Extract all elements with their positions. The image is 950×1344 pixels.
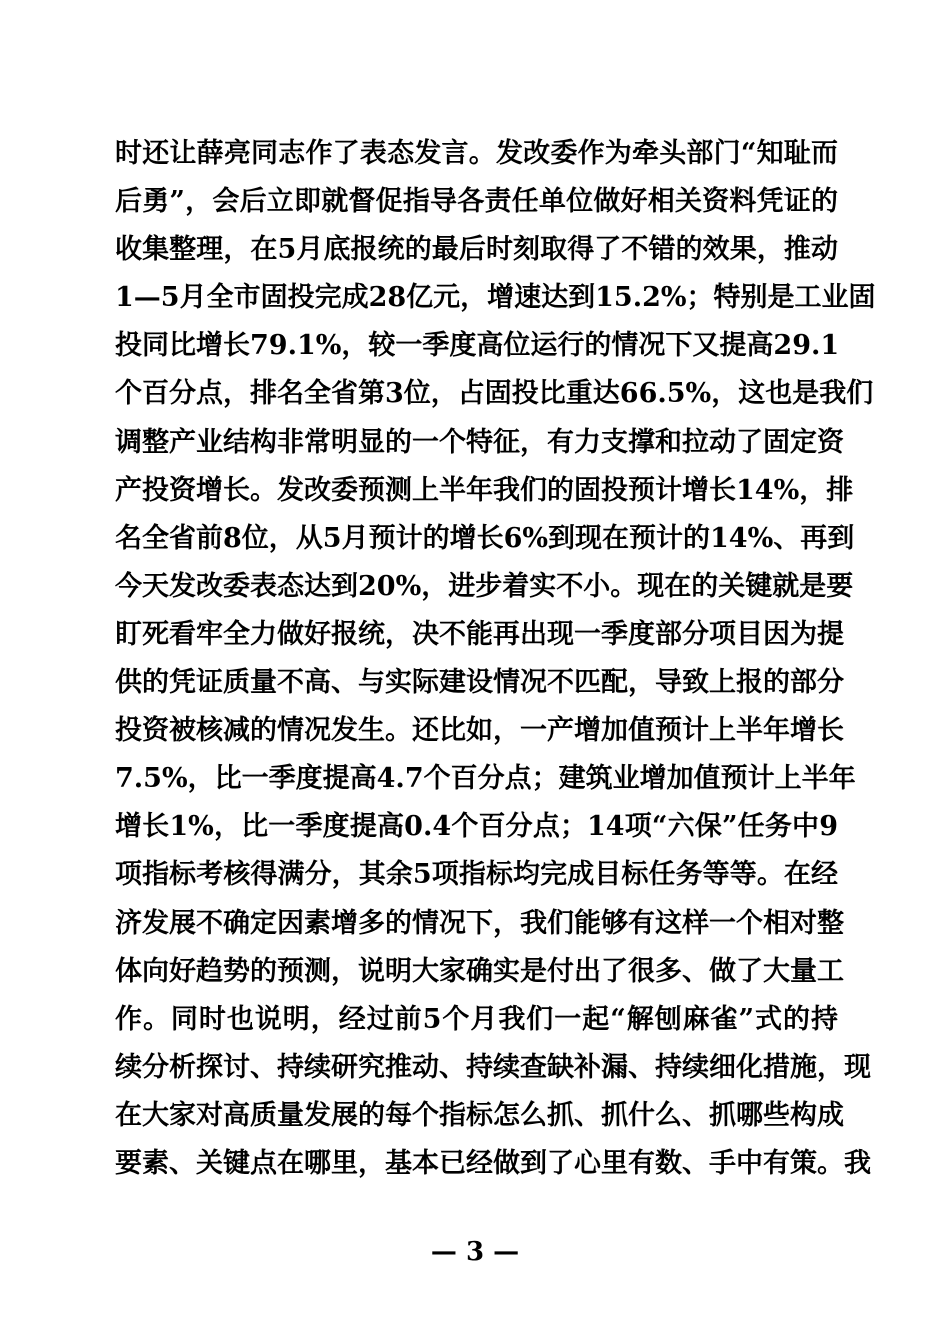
document-body [115,130,876,1188]
text-line: 在大家对高质量发展的每个指标怎么抓、抓什么、抓哪些构成 [115,1099,844,1131]
text-line: 增长1%，比一季度提高0.4个百分点；14项“六保”任务中9 [115,811,838,843]
text-line: 1—5月全市固投完成28亿元，增速达到15.2%；特别是工业固 [115,282,876,314]
text-line: 名全省前8位，从5月预计的增长6%到现在预计的14%、再到 [115,522,855,554]
text-line: 续分析探讨、持续研究推动、持续查缺补漏、持续细化措施，现 [115,1051,871,1083]
text-line: 要素、关键点在哪里，基本已经做到了心里有数、手中有策。我 [115,1147,871,1179]
text-line: 收集整理，在5月底报统的最后时刻取得了不错的效果，推动 [115,234,838,266]
text-line: 产投资增长。发改委预测上半年我们的固投预计增长14%，排 [115,474,854,506]
text-line: 济发展不确定因素增多的情况下，我们能够有这样一个相对整 [115,907,844,939]
text-line: 调整产业结构非常明显的一个特征，有力支撑和拉动了固定资 [115,426,844,458]
text-line: 时还让薛亮同志作了表态发言。发改委作为牵头部门“知耻而 [115,138,838,169]
page-number: — 3 — [430,1237,520,1267]
text-line: 供的凭证质量不高、与实际建设情况不匹配，导致上报的部分 [115,667,844,699]
text-line: 体向好趋势的预测，说明大家确实是付出了很多、做了大量工 [115,955,844,987]
text-line: 作。同时也说明，经过前5个月我们一起“解刨麻雀”式的持 [115,1003,838,1035]
text-line: 投资被核减的情况发生。还比如，一产增加值预计上半年增长 [115,715,844,747]
text-line: 7.5%，比一季度提高4.7个百分点；建筑业增加值预计上半年 [115,763,856,795]
text-line: 今天发改委表态达到20%，进步着实不小。现在的关键就是要 [115,570,854,602]
text-line: 后勇”，会后立即就督促指导各责任单位做好相关资料凭证的 [115,186,838,218]
text-line: 项指标考核得满分，其余5项指标均完成目标任务等等。在经 [115,859,838,891]
text-line: 个百分点，排名全省第3位，占固投比重达66.5%，这也是我们 [115,378,874,410]
text-line: 投同比增长79.1%，较一季度高位运行的情况下又提高29.1 [115,330,840,362]
text-line: 盯死看牢全力做好报统，决不能再出现一季度部分项目因为提 [115,618,844,650]
